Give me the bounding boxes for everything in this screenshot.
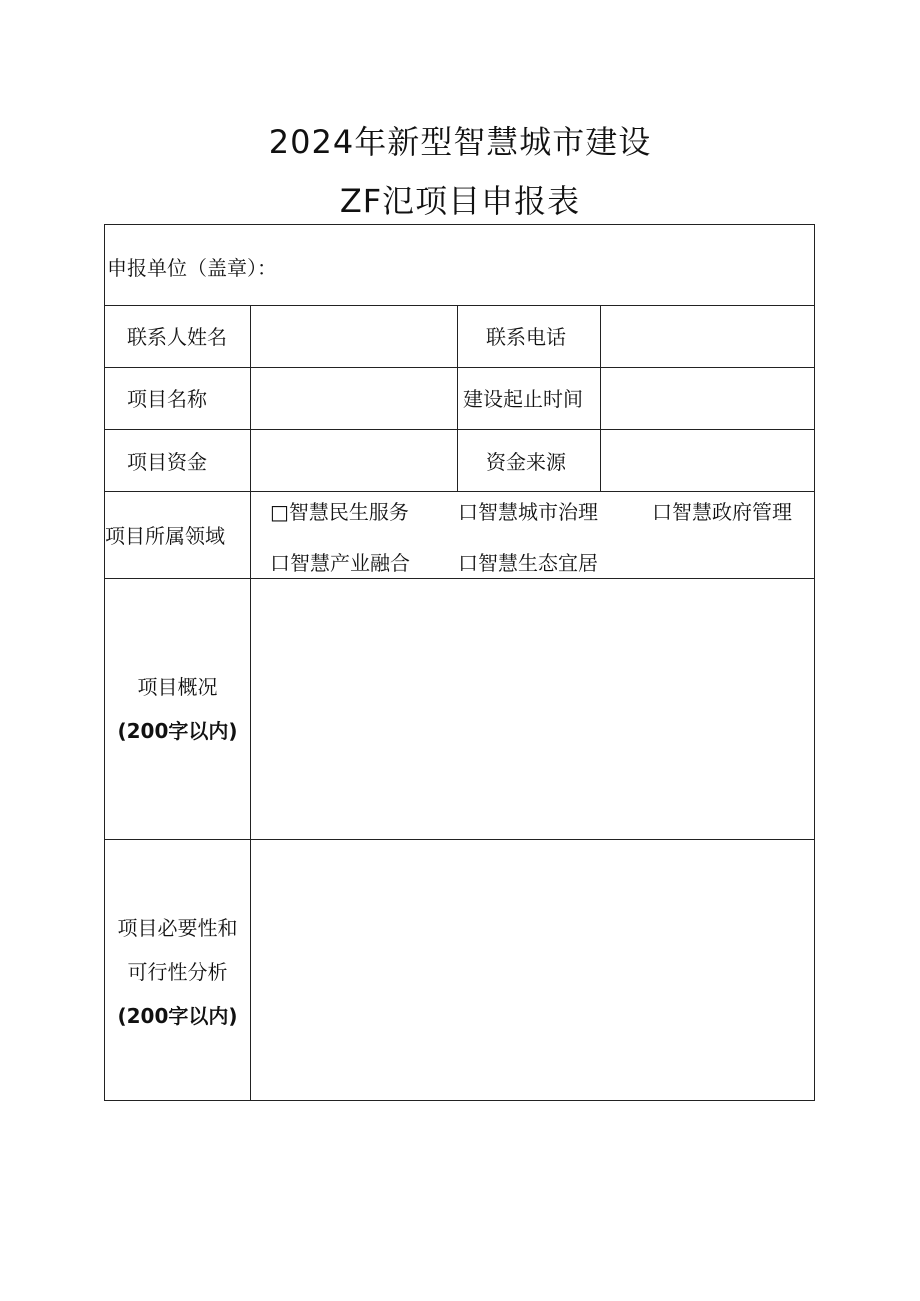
overview-label-limit: (200字以内): [117, 719, 238, 743]
overview-label-title: 项目概况: [137, 675, 218, 699]
necessity-label: [105, 906, 250, 1038]
row-divider: [105, 429, 814, 430]
domain-label: 项目所属领域: [105, 524, 225, 548]
funding-source-field[interactable]: [605, 434, 810, 486]
applicant-label: 申报单位（盖章）：: [107, 256, 277, 280]
domain-option-industry-integration[interactable]: 口智慧产业融合: [270, 551, 410, 575]
necessity-field[interactable]: [255, 844, 810, 1096]
column-divider: [600, 305, 601, 491]
column-divider: [250, 305, 251, 1101]
domain-option-city-governance[interactable]: 口智慧城市治理: [458, 500, 598, 524]
row-divider: [105, 305, 814, 306]
domain-option-government-management[interactable]: 口智慧政府管理: [652, 500, 792, 524]
project-funds-label: 项目资金: [127, 450, 207, 474]
project-funds-field[interactable]: [255, 434, 451, 486]
application-form-table: [104, 224, 815, 1101]
form-title-line-1: 2024年新型智慧城市建设: [268, 123, 652, 161]
domain-option-ecological-livability[interactable]: 口智慧生态宜居: [458, 551, 598, 575]
row-divider: [105, 578, 814, 579]
domain-option-livelihood-services[interactable]: □智慧民生服务: [270, 500, 409, 524]
construction-period-label: 建设起止时间: [463, 387, 583, 411]
project-name-field[interactable]: [255, 372, 451, 424]
contact-name-label: 联系人姓名: [127, 325, 227, 349]
construction-period-field[interactable]: [605, 372, 810, 424]
overview-field[interactable]: [255, 583, 810, 833]
row-divider: [105, 367, 814, 368]
project-name-label: 项目名称: [127, 387, 207, 411]
contact-phone-field[interactable]: [605, 310, 810, 362]
necessity-label-title: 项目必要性和: [117, 916, 238, 940]
necessity-label-subtitle: 可行性分析: [127, 960, 228, 984]
row-divider: [105, 839, 814, 840]
contact-name-field[interactable]: [255, 310, 451, 362]
column-divider: [457, 305, 458, 491]
funding-source-label: 资金来源: [486, 450, 566, 474]
contact-phone-label: 联系电话: [486, 325, 566, 349]
row-divider: [105, 491, 814, 492]
necessity-label-limit: (200字以内): [117, 1004, 238, 1028]
overview-label: [105, 665, 250, 753]
applicant-field[interactable]: [295, 253, 795, 283]
form-title-line-2: ZF氾项目申报表: [339, 182, 581, 220]
